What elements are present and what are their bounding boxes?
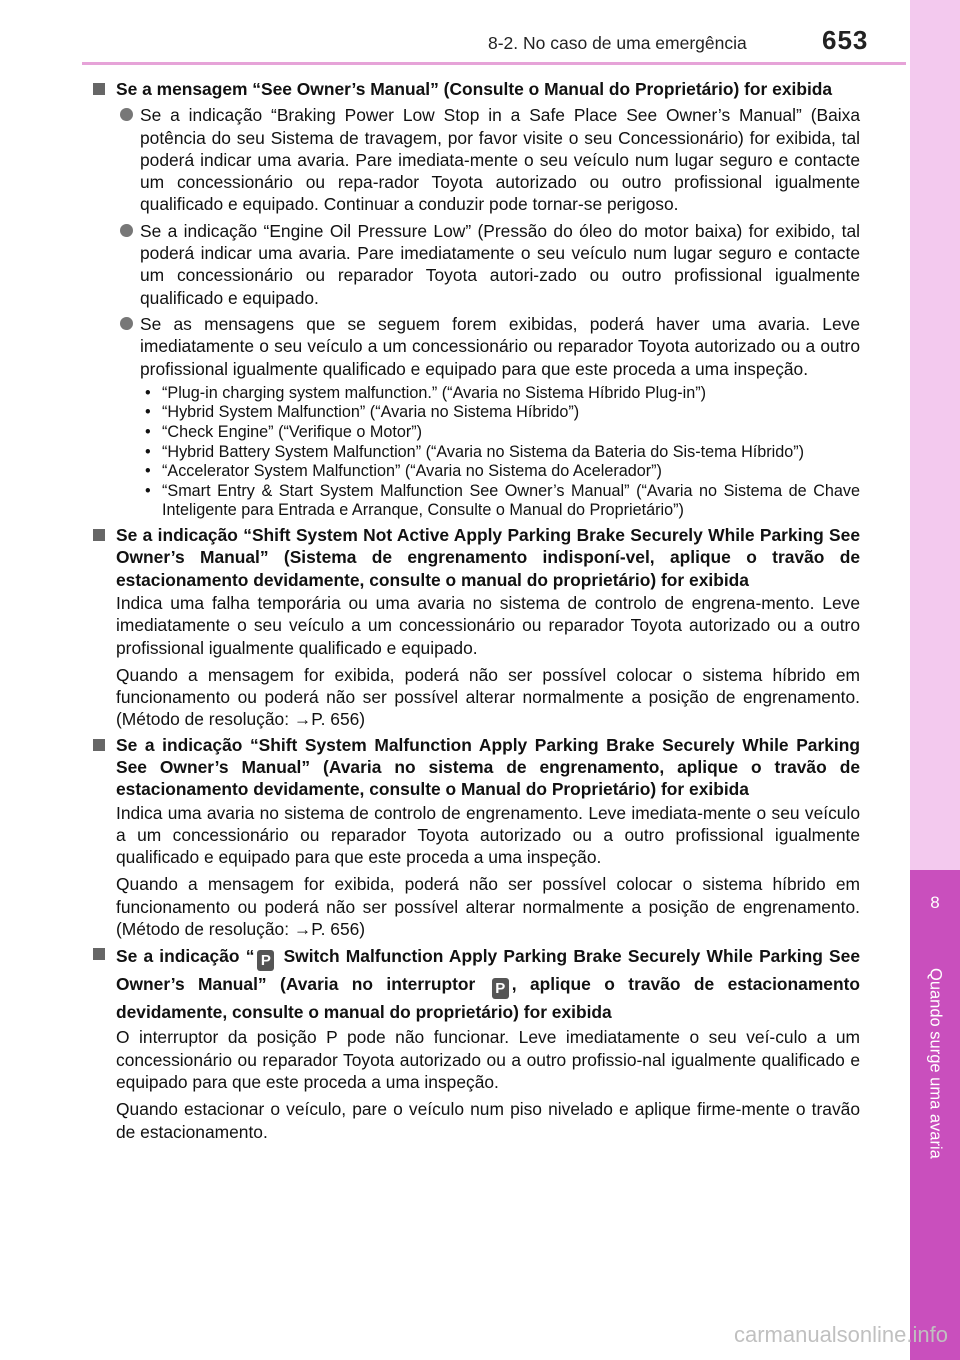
- chapter-number: 8: [930, 893, 940, 912]
- message-list-item: • “Hybrid Battery System Malfunction” (“Avaria no Sistema da Bateria do Sis-tema Híbrido”): [140, 443, 860, 463]
- parking-p-icon: P: [492, 978, 509, 999]
- section-shift-system-malfunction: [92, 734, 860, 941]
- section-square-icon: [93, 739, 105, 751]
- section-heading: Se a mensagem “See Owner’s Manual” (Consulte o Manual do Proprietário) for exibida: [116, 79, 833, 99]
- message-list-item: • “Smart Entry & Start System Malfunction See Owner’s Manual” (“Avaria no Sistema de Chave Inteligente para Entrada e Arranque, Consulte o Manual do Proprietário”): [140, 482, 860, 521]
- section-see-owners-manual: [92, 78, 860, 521]
- bullet-dot-icon: [120, 108, 133, 121]
- message-list-item: • “Plug-in charging system malfunction.” (“Avaria no Sistema Híbrido Plug-in”): [140, 384, 860, 404]
- heading-text-part: , aplique o travão de estacionamento devidamente, consulte o manual do proprietário) for exibida: [116, 974, 860, 1023]
- bullet-item: [116, 313, 860, 521]
- side-tab-background: [910, 0, 960, 870]
- chapter-title: Quando surge uma avaria: [926, 968, 945, 1159]
- body-paragraph: O interruptor da posição P pode não funcionar. Leve imediatamente o seu veí-culo a um concessionário ou reparador Toyota autorizado ou a outro profissio-nal igualmente qualificado e equipado para que este proceda a uma inspeção.: [116, 1027, 860, 1092]
- bullet-text: Se a indicação “Engine Oil Pressure Low” (Pressão do óleo do motor baixa) for exibido, tal poderá indicar uma avaria. Pare imediatamente o seu veículo num lugar seguro e contacte um concessionário ou reparador Toyota autori-zado ou outro profissional igualmente qualificado e equipado.: [140, 220, 860, 308]
- bullet-text: Se as mensagens que se seguem forem exibidas, poderá haver uma avaria. Leve imediatamente o seu veículo a um concessionário ou reparador Toyota autorizado ou a outro profissional igualmente qualificado e equipado para que este proceda a uma inspeção.: [140, 313, 860, 379]
- message-list-item: • “Check Engine” (“Verifique o Motor”): [140, 423, 860, 443]
- watermark: carmanualsonline.info: [733, 1322, 948, 1347]
- message-list-item: • “Hybrid System Malfunction” (“Avaria no Sistema Híbrido”): [140, 403, 860, 423]
- body-paragraph: Quando estacionar o veículo, pare o veículo num piso nivelado e aplique firme-mente o travão de estacionamento.: [116, 1099, 860, 1142]
- section-heading: Se a indicação “Shift System Not Active Apply Parking Brake Securely While Parking See Owner’s Manual” (Sistema de engrenamento indisponí-vel, aplique o travão de estacionamento devidamente, consulte o manual do proprietário) for exibida: [116, 525, 860, 590]
- bullet-dot-icon: [120, 317, 133, 330]
- body-paragraph: Indica uma falha temporária ou uma avaria no sistema de controlo de engrena-mento. Leve imediatamente o seu veículo a um concessionário ou reparador Toyota autorizado ou a outro profissional igualmente qualificado e equipado.: [116, 592, 860, 658]
- bullet-item: [116, 104, 860, 215]
- page-body: [92, 78, 860, 1143]
- body-paragraph: Indica uma avaria no sistema de controlo de engrenamento. Leve imediata-mente o seu veículo a um concessionário ou reparador Toyota autorizado ou a outro profissional igualmente qualificado e equipado para que este proceda a uma inspeção.: [116, 802, 860, 868]
- body-paragraph: Quando a mensagem for exibida, poderá não ser possível colocar o sistema híbrido em funcionamento ou poderá não ser possível alterar normalmente a posição de engrenamento. (Método de resolução: →P. 656): [116, 874, 860, 940]
- parking-p-icon: P: [257, 950, 274, 971]
- chapter-title-vertical: [922, 968, 948, 1218]
- bullet-text: Se a indicação “Braking Power Low Stop in a Safe Place See Owner’s Manual” (Baixa potência do seu Sistema de travagem, por favor visite o seu Concessionário) for exibida, tal poderá indicar uma avaria. Pare imediata-mente o seu veículo num lugar seguro e contacte um concessionário ou repa-rador Toyota autorizado ou outro profissional igualmente qualificado e equipado. Continuar a conduzir pode tornar-se perigoso.: [140, 105, 860, 215]
- page-number: 653: [822, 25, 869, 55]
- header-rule: [82, 62, 906, 65]
- running-header: 8-2. No caso de uma emergência: [488, 33, 747, 53]
- heading-text-part: Switch Malfunction Apply Parking Brake Securely While Parking See Owner’s Manual” (Avaria no interruptor: [116, 946, 860, 995]
- bullet-dot-icon: [120, 224, 133, 237]
- message-list-item: • “Accelerator System Malfunction” (“Avaria no Sistema do Acelerador”): [140, 462, 860, 482]
- section-heading: [116, 943, 860, 1025]
- section-square-icon: [93, 529, 105, 541]
- section-heading: Se a indicação “Shift System Malfunction Apply Parking Brake Securely While Parking See Owner’s Manual” (Avaria no sistema de engrenamento, aplique o travão de estacionamento devidamente, consulte o Manual do Proprietário) for exibida: [116, 734, 860, 800]
- section-p-switch-malfunction: [92, 943, 860, 1142]
- section-square-icon: [93, 83, 105, 95]
- section-shift-system-not-active: [92, 524, 860, 731]
- bullet-item: [116, 220, 860, 309]
- heading-text-part: Se a indicação “: [116, 946, 255, 967]
- message-list: [140, 384, 860, 521]
- section-square-icon: [93, 948, 105, 960]
- body-paragraph: Quando a mensagem for exibida, poderá não ser possível colocar o sistema híbrido em funcionamento ou poderá não ser possível alterar normalmente a posição de engrenamento. (Método de resolução: →P. 656): [116, 664, 860, 730]
